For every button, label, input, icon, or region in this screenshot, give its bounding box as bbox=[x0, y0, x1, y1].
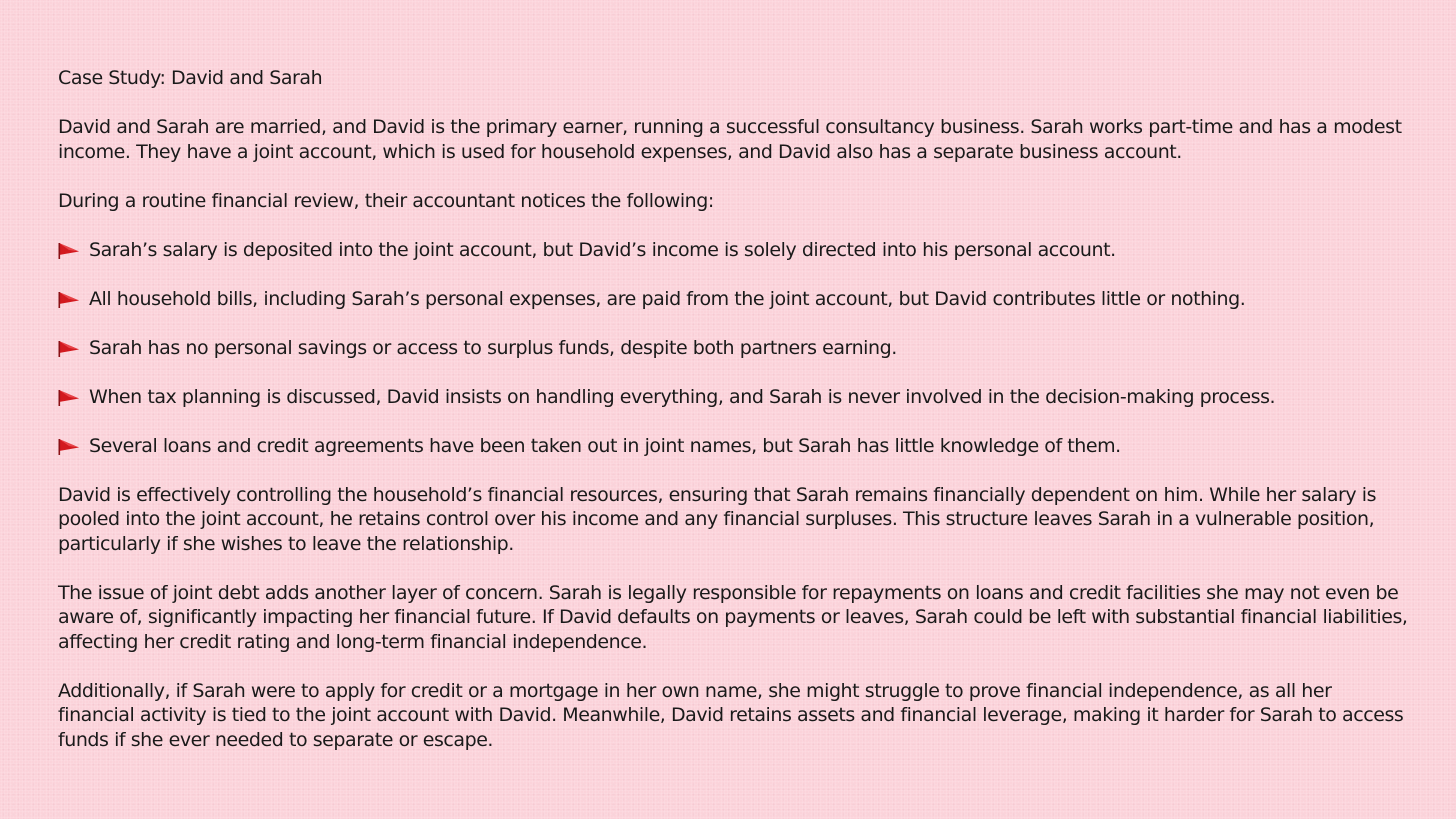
red-flag-icon bbox=[58, 242, 80, 260]
list-item bbox=[58, 336, 1408, 361]
red-flag-icon bbox=[58, 389, 80, 407]
body-paragraph: Additionally, if Sarah were to apply for credit or a mortgage in her own name, she might struggle to prove financial independence, as all her financial activity is tied to the joint account with David. Meanwhile, David retains assets and financial leverage, making it harder for Sarah to access funds if she ever needed to separate or escape. bbox=[58, 679, 1404, 751]
spacer bbox=[58, 164, 1408, 189]
red-flag-icon bbox=[58, 340, 80, 358]
spacer bbox=[58, 311, 1408, 336]
list-item-text: Sarah has no personal savings or access to surplus funds, despite both partners earning. bbox=[89, 336, 897, 359]
list-item bbox=[58, 434, 1408, 459]
lead-in-text: During a routine financial review, their accountant notices the following: bbox=[58, 189, 714, 212]
list-item-text: Several loans and credit agreements have been taken out in joint names, but Sarah has little knowledge of them. bbox=[89, 434, 1121, 457]
list-item bbox=[58, 385, 1408, 410]
spacer bbox=[58, 556, 1408, 581]
spacer bbox=[58, 409, 1408, 434]
list-item bbox=[58, 287, 1408, 312]
spacer bbox=[58, 262, 1408, 287]
intro-paragraph: David and Sarah are married, and David is the primary earner, running a successful consultancy business. Sarah works part-time and has a modest income. They have a joint account, which is used for household expenses, and David also has a separate business account. bbox=[58, 116, 1402, 163]
spacer bbox=[58, 91, 1408, 116]
list-item-text: Sarah’s salary is deposited into the joint account, but David’s income is solely directed into his personal account. bbox=[89, 238, 1116, 261]
page-title: Case Study: David and Sarah bbox=[58, 67, 323, 89]
list-item-text: All household bills, including Sarah’s personal expenses, are paid from the joint account, but David contributes little or nothing. bbox=[89, 287, 1246, 310]
spacer bbox=[58, 360, 1408, 385]
body-paragraph: David is effectively controlling the household’s financial resources, ensuring that Sarah remains financially dependent on him. While her salary is pooled into the joint account, he retains control over his income and any financial surpluses. This structure leaves Sarah in a vulnerable position, particularly if she wishes to leave the relationship. bbox=[58, 483, 1377, 555]
spacer bbox=[58, 458, 1408, 483]
list-item bbox=[58, 238, 1408, 263]
spacer bbox=[58, 213, 1408, 238]
red-flag-icon bbox=[58, 438, 80, 456]
body-paragraph: The issue of joint debt adds another layer of concern. Sarah is legally responsible for repayments on loans and credit facilities she may not even be aware of, significantly impacting her financial future. If David defaults on payments or leaves, Sarah could be left with substantial financial liabilities, affecting her credit rating and long-term financial independence. bbox=[58, 581, 1408, 653]
spacer bbox=[58, 654, 1408, 679]
red-flag-icon bbox=[58, 291, 80, 309]
list-item-text: When tax planning is discussed, David insists on handling everything, and Sarah is never involved in the decision-making process. bbox=[89, 385, 1276, 408]
case-study-slide bbox=[58, 66, 1408, 752]
